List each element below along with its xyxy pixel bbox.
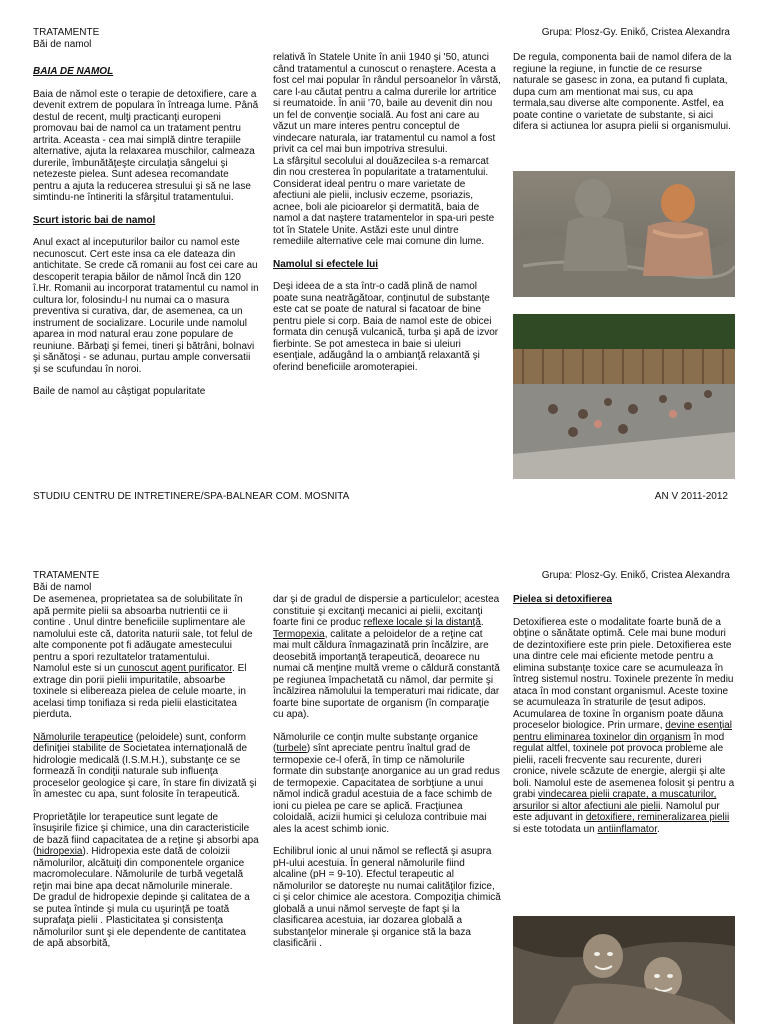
page-2 — [0, 548, 768, 1024]
page-header-left — [33, 570, 233, 593]
paragraph: Proprietăţile lor terapeutice sunt legate de însuşirile fizice şi chimice, una din caracteristicile de bază fiind capacitatea de a reţine şi absorbi apa (hidropexia). Hidropexia este dată de coloizii nămolurilor, alcătuiţi din componentele organice macromoleculare. Nămolurile de turbă vegetală reţin mai bine apa decat nămolurile minerale. — [33, 811, 259, 892]
paragraph: Anul exact al inceputurilor bailor cu namol este necunoscut. Cert este insa ca ele dateaza din antichitate. Se crede că romanii au fost cei care au descoperit terapia băilor de nămol încă din 120 î.Hr. Romanii au incorporat tratamentul cu namol in cultura lor, folosindu-l nu numai ca o masura preventiva si curativa, dar, de asemenea, ca un instrument de socializare. Locurile unde namolul aparea in mod natural erau zone populare de reuniune. Bărbaţi şi femei, tineri şi bătrâni, bolnavi şi sănătoşi - se adunau, purtau ample conversatii şi se scufundau în noroi. — [33, 237, 259, 375]
paragraph: De regula, componenta baii de namol difera de la regiune la regiune, in functie de ce resurse naturale se gasesc in zona, ea putand fi cuplata, dupa cum am mentionat mai sus, cu apa termala,sau diverse alte componente. Astfel, ea poate contine o varietate de substante, si aici difera si actiunea lor asupra pielii si organismului. — [513, 52, 732, 132]
header-section: TRATAMENTE — [33, 27, 100, 38]
paragraph: De asemenea, proprietatea sa de solubilitate în apă permite pielii sa absoarba nutrientii ce ii contine . Unul dintre beneficiile suplimentare ale namolului este că, datorita naturii sale, tot felul de alte componente pot fi adăugate amestecului pentru a spori rezultatelor tratamentului. — [33, 594, 253, 663]
header-group: Grupa: Plosz-Gy. Enikő, Cristea Alexandra — [541, 570, 730, 581]
link-agent-purificator[interactable]: cunoscut agent purificator — [118, 663, 233, 674]
paragraph: Nămolurile terapeutice (peloidele) sunt, conform definiţiei stabilite de Societatea internaţională de hidrologie medicală (I.S.M.H.), substanţe ce se formează în condiţii naturale sub influenţa proceselor geologice şi care, în stare fin divizată şi în amestec cu apa, sunt folosite în terapeutică. — [33, 731, 257, 800]
paragraph: Nămolurile ce conţin multe substanţe organice (turbele) sînt apreciate pentru înaltul grad de termopexie ce-l oferă, în timp ce nămolurile formate din substanţe anorganice au un grad redus de termopexie. Capacitatea de sorbţiune a unui nămol indică gradul acestuia de a face schimb de ioni cu pielea pe care se aplică. Fracţiunea coloidală, acizii humici şi celuloza contribuie mai ales la acest schimb ionic. — [273, 731, 500, 835]
section-heading: Namolul si efectele lui — [273, 258, 379, 270]
column-1 — [33, 66, 259, 484]
section-heading: Pielea si detoxifierea — [513, 594, 612, 605]
paragraph: De gradul de hidropexie depinde şi calitatea de a se putea întinde şi mula cu uşurinţă pe toată suprafaţa pielii . Plasticitatea şi consistenţa nămolurilor sunt şi ele dependente de cantitatea de apă absorbită, — [33, 892, 250, 949]
link-turbele[interactable]: turbele — [276, 743, 307, 754]
section-heading: Scurt istoric bai de namol — [33, 214, 156, 226]
link-reflexe-locale[interactable]: reflexe locale şi la distanţă — [363, 617, 481, 628]
column-3 — [513, 594, 735, 904]
column-2 — [273, 52, 501, 484]
paragraph: relativă în Statele Unite în anii 1940 şi '50, atunci când tratamentul a cunoscut o renaştere. Acesta a fost cel mai popular în rândul persoanelor în vârstă, care l-au căutat pentru a calma durerile lor artritice si reumatoide. În anii '70, baile au devenit din nou un fel de convenţie socială. Au fost ani care au văzut un mare interes pentru conceptul de vindecare naturala, iar tratamentul cu namol a fost privit ca cel mai bun impotriva stresului. — [273, 52, 501, 155]
paragraph: Deşi ideea de a sta într-o cadă plină de namol poate suna neatrăgătoar, conţinutul de substanţe este cat se poate de natural si facatoar de bine pentru piele si corp. Baia de namol este de obicei formata din cenuşă vulcanică, turba şi apă de izvor fierbinte. Se pot amesteca in baie si uleiuri esenţiale, adăugând la o ambianţă relaxantă şi oferind beneficiile aromoterapiei. — [273, 281, 499, 373]
paragraph: Echilibrul ionic al unui nămol se reflectă şi asupra pH-ului acestuia. În general nămolurile fiind alcaline (pH = 9-10). Efectul terapeutic al nămolurilor se datoreşte nu numai calităţilor fizice, ci şi celor chimice ale acestora. Compoziţia chimică globală a unui nămol serveşte de fapt şi la clasificarea acestuia, iar dozarea globală a substanţelor minerale şi organice stă la baza clasificării . — [273, 846, 501, 949]
paragraph: Baile de namol au câştigat popularitate — [33, 386, 206, 397]
column-1 — [33, 594, 259, 1024]
paragraph: Baia de nămol este o terapie de detoxifiere, care a devenit extrem de populara în întreaga lume. Până destul de recent, mulţi practicanţi europeni promovau bai de namol ca un tratament pentru artrita. Aceasta - cea mai simplă dintre terapiile alternative, ajuta la relaxarea muschilor, calmeaza durerile, îmbunătăţeşte circulaţia sângelui şi netezeste pielea. Sunt adesea recomandate pentru a ajuta la reducerea stresului şi să ne lase simtindu-ne întineriti la sfârşitul tratamentului. — [33, 88, 259, 203]
mud-pool-photo-bathers — [513, 314, 735, 479]
footer-right: AN V 2011-2012 — [654, 491, 728, 502]
mud-bath-photo-couple — [513, 171, 735, 297]
column-3 — [513, 52, 735, 162]
link-termopexia[interactable]: Termopexia — [273, 628, 325, 640]
link-hidropexia[interactable]: hidropexia — [36, 846, 83, 857]
page-footer — [33, 491, 733, 503]
mud-bath-photo-smiling-couple — [513, 916, 735, 1024]
paragraph: Termopexia, calitate a peloidelor de a reţine cat mai mult căldura înmagazinată prin încălzire, are deosebită importanţă terapeutică, deoarece nu numai că menţine multă vreme o căldură constantă pe regiunea împachetată cu nămol, dar permite şi încălzirea nămolului la temperaturi mai ridicate, dar foarte bine suportate de organism (în comparaţie cu apa). — [273, 628, 500, 720]
paragraph: La sfârşitul secolului al douăzecilea s-a remarcat din nou cresterea în popularitate a tratamentului. Considerat ideal pentru o mare varietate de afectiuni ale pielii, inclusiv eczeme, psoriazis, acnee, boli ale picioarelor şi dermatită, baia de namol a dat naştere tratamentelor in spa-uri peste tot în Statele Unite. Astăzi este unul dintre remediile alternative cele mai comune din lume. — [273, 155, 495, 247]
header-section: TRATAMENTE — [33, 570, 100, 581]
footer-left: STUDIU CENTRU DE INTRETINERE/SPA-BALNEAR COM. MOSNITA — [33, 491, 350, 502]
paragraph: Detoxifierea este o modalitate foarte bună de a obţine o sănătate optimă. Cele mai bune moduri de dezintoxifiere este prin piele. Detoxifierea este una dintre cele mai eficiente metode pentru a elimina substanţe toxice care se acumuleaza în întreg sistemul nostru. Toxinele prezente în mediu ataca în mod constant organismul. Aceste toxine se acumuleaza în straturile de ţesut adipos. Acumularea de toxine în organism poate dăuna proceselor biologice. Prin urmare, devine esenţial pentru eliminarea toxinelor din organism în mod regulat altfel, toxinele pot provoca probleme ale pielii, raceli frecvente sau recurente, dureri cronice, nivele scăzute de energie, alergii şi alte boli. Namolul este de asemenea folosit şi pentru a grabi vindecarea pielii crapate, a muscaturilor, arsurilor si altor afectiuni ale pielii. Namolul pur este adjuvant in detoxifiere, remineralizarea pielii si este totodata un antiinflamator. — [513, 616, 735, 835]
page-header-left — [33, 27, 233, 50]
link-namoluri-terapeutice[interactable]: Nămolurile terapeutice — [33, 731, 134, 743]
column-2 — [273, 594, 501, 1024]
link-eliminare-toxine[interactable]: devine esenţial pentru eliminarea toxinelor din organism — [513, 720, 733, 743]
header-subsection: Băi de namol — [33, 38, 92, 50]
link-antiinflamator[interactable]: antiinflamator — [597, 823, 657, 835]
article-title: BAIA DE NAMOL — [33, 66, 114, 77]
header-subsection: Băi de namol — [33, 581, 92, 593]
paragraph: Namolul este si un cunoscut agent purificator. El extrage din porii pielii impuritatile, absoarbe toxinele si elibereaza pielea de celule moarte, in acelasi timp tonifiaza si reda pielii elasticitatea pierduta. — [33, 663, 247, 720]
link-vindecarea-pielii[interactable]: vindecarea pielii crapate, a muscaturilor, arsurilor si altor afectiuni ale pielii — [513, 789, 717, 812]
paragraph: dar şi de gradul de dispersie a particulelor; acestea constituie şi excitanţi mecanici ai pielii, excitanţi foarte fini ce produc reflexe locale şi la distanţă. — [273, 594, 500, 628]
link-detoxifiere[interactable]: detoxifiere, remineralizarea pielii — [585, 812, 730, 823]
header-group: Grupa: Plosz-Gy. Enikő, Cristea Alexandra — [541, 27, 730, 38]
